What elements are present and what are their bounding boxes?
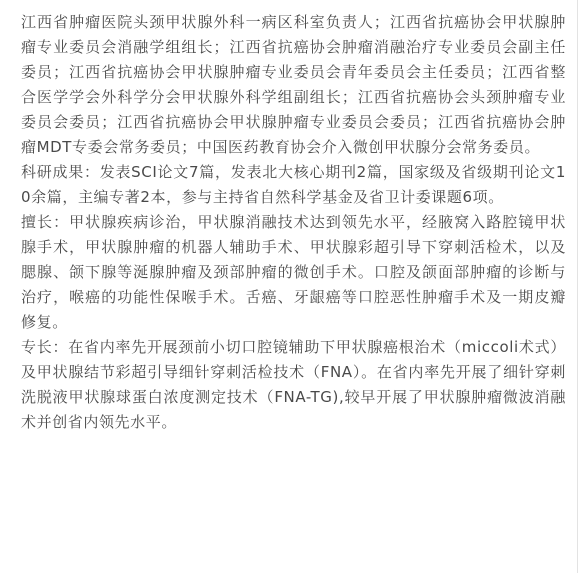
research-text: 发表SCI论文7篇，发表北大核心期刊2篇，国家级及省级期刊论文10余篇，主编专著2本，参与主持省自然科学基金及省卫计委课题6项。 xyxy=(21,163,566,206)
specialty-label: 专长： xyxy=(21,338,69,356)
skills-label: 擅长： xyxy=(21,213,70,231)
research-paragraph xyxy=(21,160,566,210)
skills-text: 甲状腺疾病诊治，甲状腺消融技术达到领先水平，经腋窝入路腔镜甲状腺手术，甲状腺肿瘤的机器人辅助手术、甲状腺彩超引导下穿刺活检术，以及腮腺、颌下腺等涎腺肿瘤及颈部肿瘤的微创手术。口腔及颌面部肿瘤的诊断与治疗，喉癌的功能性保喉手术。舌癌、牙龈癌等口腔恶性肿瘤手术及一期皮瓣修复。 xyxy=(21,213,566,331)
affiliations-text: 江西省肿瘤医院头颈甲状腺外科一病区科室负责人；江西省抗癌协会甲状腺肿瘤专业委员会消融学组组长；江西省抗癌协会肿瘤消融治疗专业委员会副主任委员；江西省抗癌协会甲状腺肿瘤专业委员会青年委员会主任委员；江西省整合医学学会外科学分会甲状腺外科学组副组长；江西省抗癌协会头颈肿瘤专业委员会委员；江西省抗癌协会甲状腺肿瘤专业委员会委员；江西省抗癌协会肿瘤MDT专委会常务委员；中国医药教育协会介入微创甲状腺分会常务委员。 xyxy=(21,13,566,156)
specialty-paragraph xyxy=(21,335,566,435)
skills-paragraph xyxy=(21,210,566,335)
research-label: 科研成果： xyxy=(21,163,100,181)
specialty-text: 在省内率先开展颈前小切口腔镜辅助下甲状腺癌根治术（miccoli术式）及甲状腺结节彩超引导细针穿刺活检技术（FNA）。在省内率先开展了细针穿刺洗脱液甲状腺球蛋白浓度测定技术（FNA-TG),较早开展了甲状腺肿瘤微波消融术并创省内领先水平。 xyxy=(21,338,566,431)
affiliations-paragraph xyxy=(21,10,566,160)
